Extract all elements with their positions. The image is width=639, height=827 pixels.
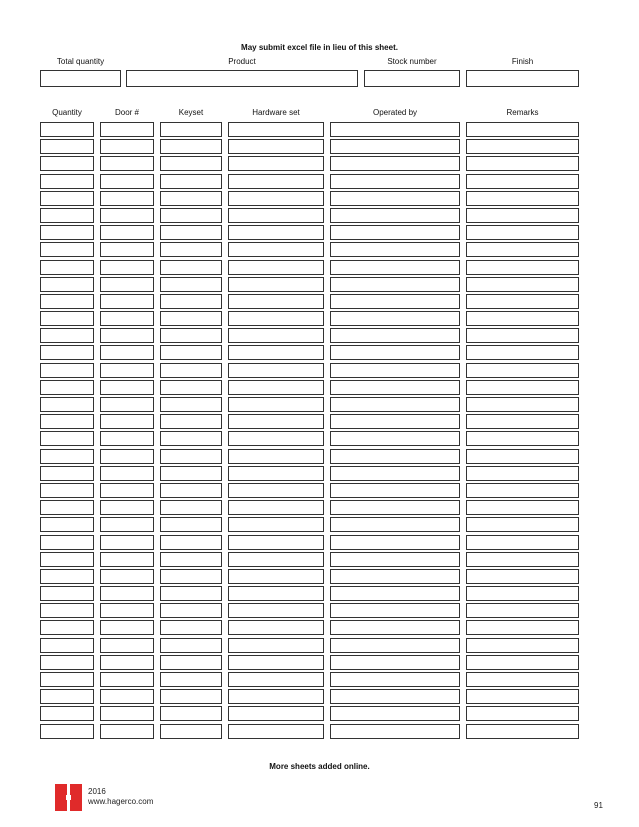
door-cell[interactable] — [100, 586, 154, 601]
product-label: Product — [228, 57, 256, 66]
door-cell[interactable] — [100, 260, 154, 275]
remarks-cell[interactable] — [466, 311, 579, 326]
keyset-cell[interactable] — [160, 122, 222, 137]
operated-by-cell[interactable] — [330, 139, 460, 154]
quantity-cell[interactable] — [40, 655, 94, 670]
door-cell[interactable] — [100, 517, 154, 532]
operated-by-cell[interactable] — [330, 603, 460, 618]
keyset-cell[interactable] — [160, 586, 222, 601]
remarks-cell[interactable] — [466, 724, 579, 739]
quantity-cell[interactable] — [40, 586, 94, 601]
hardware-set-cell[interactable] — [228, 122, 324, 137]
excel-note: May submit excel file in lieu of this sheet. — [241, 43, 398, 52]
keyset-cell[interactable] — [160, 724, 222, 739]
door-cell[interactable] — [100, 449, 154, 464]
quantity-cell[interactable] — [40, 706, 94, 721]
quantity-cell[interactable] — [40, 449, 94, 464]
hardware-set-cell[interactable] — [228, 431, 324, 446]
hardware-set-cell[interactable] — [228, 311, 324, 326]
quantity-cell[interactable] — [40, 294, 94, 309]
table-row — [0, 122, 639, 139]
quantity-cell[interactable] — [40, 311, 94, 326]
table-row — [0, 483, 639, 500]
operated-by-cell[interactable] — [330, 517, 460, 532]
keyset-cell[interactable] — [160, 311, 222, 326]
operated-by-cell[interactable] — [330, 277, 460, 292]
table-row — [0, 225, 639, 242]
table-row — [0, 397, 639, 414]
table-row — [0, 552, 639, 569]
hardware-set-cell[interactable] — [228, 380, 324, 395]
table-row — [0, 191, 639, 208]
door-cell[interactable] — [100, 380, 154, 395]
operated-by-cell[interactable] — [330, 569, 460, 584]
hager-logo-icon — [55, 784, 82, 811]
remarks-cell[interactable] — [466, 552, 579, 567]
operated-by-cell[interactable] — [330, 586, 460, 601]
keyset-cell[interactable] — [160, 208, 222, 223]
table-row — [0, 414, 639, 431]
hardware-set-cell[interactable] — [228, 638, 324, 653]
table-row — [0, 672, 639, 689]
total-quantity-label: Total quantity — [56, 57, 105, 66]
door-cell[interactable] — [100, 191, 154, 206]
table-row — [0, 724, 639, 741]
hardware-set-cell[interactable] — [228, 156, 324, 171]
keyset-cell[interactable] — [160, 689, 222, 704]
remarks-cell[interactable] — [466, 328, 579, 343]
quantity-cell[interactable] — [40, 638, 94, 653]
hardware-set-cell[interactable] — [228, 552, 324, 567]
table-row — [0, 706, 639, 723]
hardware-set-cell[interactable] — [228, 620, 324, 635]
quantity-cell[interactable] — [40, 122, 94, 137]
remarks-cell[interactable] — [466, 414, 579, 429]
remarks-cell[interactable] — [466, 535, 579, 550]
remarks-cell[interactable] — [466, 139, 579, 154]
remarks-cell[interactable] — [466, 242, 579, 257]
door-cell[interactable] — [100, 620, 154, 635]
hardware-set-cell[interactable] — [228, 363, 324, 378]
footer-info — [88, 787, 153, 807]
remarks-cell[interactable] — [466, 397, 579, 412]
operated-by-cell[interactable] — [330, 156, 460, 171]
remarks-cell[interactable] — [466, 277, 579, 292]
operated-by-cell[interactable] — [330, 483, 460, 498]
keyset-cell[interactable] — [160, 552, 222, 567]
keyset-cell[interactable] — [160, 500, 222, 515]
operated-by-cell[interactable] — [330, 500, 460, 515]
remarks-cell[interactable] — [466, 174, 579, 189]
quantity-cell[interactable] — [40, 345, 94, 360]
hardware-set-cell[interactable] — [228, 414, 324, 429]
operated-by-cell[interactable] — [330, 174, 460, 189]
remarks-cell[interactable] — [466, 689, 579, 704]
quantity-cell[interactable] — [40, 208, 94, 223]
quantity-cell[interactable] — [40, 380, 94, 395]
total-quantity-field[interactable] — [40, 70, 121, 87]
door-cell[interactable] — [100, 431, 154, 446]
quantity-cell[interactable] — [40, 552, 94, 567]
hardware-set-cell[interactable] — [228, 191, 324, 206]
remarks-cell[interactable] — [466, 655, 579, 670]
remarks-cell[interactable] — [466, 620, 579, 635]
remarks-cell[interactable] — [466, 294, 579, 309]
door-cell[interactable] — [100, 277, 154, 292]
summary-labels — [0, 57, 639, 69]
remarks-cell[interactable] — [466, 380, 579, 395]
door-cell[interactable] — [100, 672, 154, 687]
door-cell[interactable] — [100, 500, 154, 515]
table-row — [0, 345, 639, 362]
remarks-cell[interactable] — [466, 122, 579, 137]
operated-by-cell[interactable] — [330, 431, 460, 446]
summary-fields — [0, 70, 639, 87]
stock-number-field[interactable] — [364, 70, 460, 87]
table-row — [0, 466, 639, 483]
quantity-cell[interactable] — [40, 156, 94, 171]
hardware-set-cell[interactable] — [228, 139, 324, 154]
remarks-cell[interactable] — [466, 260, 579, 275]
table-row — [0, 431, 639, 448]
hardware-set-cell[interactable] — [228, 397, 324, 412]
quantity-cell[interactable] — [40, 139, 94, 154]
hardware-set-cell[interactable] — [228, 586, 324, 601]
remarks-cell[interactable] — [466, 517, 579, 532]
door-cell[interactable] — [100, 328, 154, 343]
keyset-cell[interactable] — [160, 139, 222, 154]
keyset-cell[interactable] — [160, 345, 222, 360]
remarks-cell[interactable] — [466, 345, 579, 360]
finish-field[interactable] — [466, 70, 579, 87]
table-row — [0, 535, 639, 552]
hardware-set-cell[interactable] — [228, 569, 324, 584]
hardware-set-cell[interactable] — [228, 260, 324, 275]
quantity-cell[interactable] — [40, 363, 94, 378]
table-row — [0, 569, 639, 586]
operated-by-cell[interactable] — [330, 122, 460, 137]
table-row — [0, 156, 639, 173]
operated-by-cell[interactable] — [330, 225, 460, 240]
hardware-set-cell[interactable] — [228, 242, 324, 257]
keyset-cell[interactable] — [160, 225, 222, 240]
door-cell[interactable] — [100, 208, 154, 223]
table-row — [0, 363, 639, 380]
operated-by-cell[interactable] — [330, 191, 460, 206]
door-cell[interactable] — [100, 706, 154, 721]
keyset-cell[interactable] — [160, 156, 222, 171]
product-field[interactable] — [126, 70, 358, 87]
operated-by-cell[interactable] — [330, 638, 460, 653]
door-cell[interactable] — [100, 638, 154, 653]
finish-label: Finish — [511, 57, 534, 66]
quantity-cell[interactable] — [40, 689, 94, 704]
keyset-cell[interactable] — [160, 380, 222, 395]
hardware-set-cell[interactable] — [228, 466, 324, 481]
hardware-set-cell[interactable] — [228, 672, 324, 687]
door-cell[interactable] — [100, 466, 154, 481]
keyset-cell[interactable] — [160, 638, 222, 653]
table-row — [0, 208, 639, 225]
keyset-cell[interactable] — [160, 414, 222, 429]
remarks-cell[interactable] — [466, 466, 579, 481]
table-row — [0, 603, 639, 620]
door-cell[interactable] — [100, 724, 154, 739]
hardware-set-cell[interactable] — [228, 483, 324, 498]
door-cell[interactable] — [100, 397, 154, 412]
quantity-cell[interactable] — [40, 260, 94, 275]
keyset-cell[interactable] — [160, 569, 222, 584]
hardware-set-cell[interactable] — [228, 500, 324, 515]
hardware-set-cell[interactable] — [228, 328, 324, 343]
keyset-cell[interactable] — [160, 483, 222, 498]
keyset-cell[interactable] — [160, 174, 222, 189]
hardware-set-cell[interactable] — [228, 689, 324, 704]
table-header — [0, 108, 639, 120]
remarks-cell[interactable] — [466, 500, 579, 515]
keyset-cell[interactable] — [160, 294, 222, 309]
table-row — [0, 277, 639, 294]
hardware-set-cell[interactable] — [228, 174, 324, 189]
hardware-set-cell[interactable] — [228, 345, 324, 360]
hardware-set-cell[interactable] — [228, 225, 324, 240]
keyset-cell[interactable] — [160, 655, 222, 670]
operated-by-cell[interactable] — [330, 242, 460, 257]
door-cell[interactable] — [100, 139, 154, 154]
remarks-cell[interactable] — [466, 363, 579, 378]
keyset-cell[interactable] — [160, 277, 222, 292]
keyset-cell[interactable] — [160, 431, 222, 446]
footer-website: www.hagerco.com — [88, 797, 154, 806]
remarks-cell[interactable] — [466, 706, 579, 721]
operated-by-cell[interactable] — [330, 672, 460, 687]
table-row — [0, 260, 639, 277]
door-cell[interactable] — [100, 294, 154, 309]
keyset-cell[interactable] — [160, 535, 222, 550]
door-cell[interactable] — [100, 569, 154, 584]
remarks-cell[interactable] — [466, 225, 579, 240]
quantity-cell[interactable] — [40, 242, 94, 257]
door-cell[interactable] — [100, 242, 154, 257]
keyset-cell[interactable] — [160, 706, 222, 721]
hardware-set-cell[interactable] — [228, 517, 324, 532]
table-row — [0, 449, 639, 466]
table-row — [0, 139, 639, 156]
hardware-set-cell[interactable] — [228, 655, 324, 670]
operated-by-cell[interactable] — [330, 724, 460, 739]
operated-by-cell[interactable] — [330, 397, 460, 412]
remarks-cell[interactable] — [466, 603, 579, 618]
operated-by-cell[interactable] — [330, 466, 460, 481]
keyset-cell[interactable] — [160, 363, 222, 378]
quantity-cell[interactable] — [40, 620, 94, 635]
quantity-cell[interactable] — [40, 225, 94, 240]
operated-by-cell[interactable] — [330, 535, 460, 550]
table-row — [0, 294, 639, 311]
table-row — [0, 328, 639, 345]
operated-by-cell[interactable] — [330, 706, 460, 721]
keyset-cell[interactable] — [160, 397, 222, 412]
table-row — [0, 242, 639, 259]
keyset-cell[interactable] — [160, 466, 222, 481]
hardware-set-cell[interactable] — [228, 208, 324, 223]
hardware-set-cell[interactable] — [228, 449, 324, 464]
door-cell[interactable] — [100, 603, 154, 618]
keyset-cell[interactable] — [160, 603, 222, 618]
stock-number-label: Stock number — [387, 57, 437, 66]
operated-by-cell[interactable] — [330, 363, 460, 378]
door-cell[interactable] — [100, 156, 154, 171]
remarks-cell[interactable] — [466, 672, 579, 687]
quantity-cell[interactable] — [40, 500, 94, 515]
column-header-door: Door # — [114, 108, 139, 117]
operated-by-cell[interactable] — [330, 294, 460, 309]
quantity-cell[interactable] — [40, 328, 94, 343]
table-row — [0, 638, 639, 655]
operated-by-cell[interactable] — [330, 620, 460, 635]
quantity-cell[interactable] — [40, 397, 94, 412]
operated-by-cell[interactable] — [330, 414, 460, 429]
operated-by-cell[interactable] — [330, 208, 460, 223]
hardware-set-cell[interactable] — [228, 277, 324, 292]
door-cell[interactable] — [100, 414, 154, 429]
entry-table — [0, 122, 639, 741]
table-row — [0, 380, 639, 397]
column-header-operated-by: Operated by — [372, 108, 418, 117]
quantity-cell[interactable] — [40, 191, 94, 206]
operated-by-cell[interactable] — [330, 552, 460, 567]
table-row — [0, 620, 639, 637]
operated-by-cell[interactable] — [330, 328, 460, 343]
hardware-set-cell[interactable] — [228, 724, 324, 739]
operated-by-cell[interactable] — [330, 449, 460, 464]
hardware-set-cell[interactable] — [228, 706, 324, 721]
keyset-cell[interactable] — [160, 672, 222, 687]
quantity-cell[interactable] — [40, 277, 94, 292]
operated-by-cell[interactable] — [330, 655, 460, 670]
table-row — [0, 586, 639, 603]
operated-by-cell[interactable] — [330, 260, 460, 275]
door-cell[interactable] — [100, 174, 154, 189]
page-number: 91 — [594, 801, 603, 810]
remarks-cell[interactable] — [466, 586, 579, 601]
remarks-cell[interactable] — [466, 569, 579, 584]
table-row — [0, 311, 639, 328]
door-cell[interactable] — [100, 689, 154, 704]
quantity-cell[interactable] — [40, 517, 94, 532]
remarks-cell[interactable] — [466, 431, 579, 446]
keyset-cell[interactable] — [160, 620, 222, 635]
quantity-cell[interactable] — [40, 174, 94, 189]
footer-year: 2016 — [88, 787, 106, 796]
operated-by-cell[interactable] — [330, 380, 460, 395]
door-cell[interactable] — [100, 122, 154, 137]
quantity-cell[interactable] — [40, 569, 94, 584]
quantity-cell[interactable] — [40, 466, 94, 481]
door-cell[interactable] — [100, 535, 154, 550]
quantity-cell[interactable] — [40, 483, 94, 498]
keyset-cell[interactable] — [160, 191, 222, 206]
remarks-cell[interactable] — [466, 449, 579, 464]
operated-by-cell[interactable] — [330, 345, 460, 360]
door-cell[interactable] — [100, 345, 154, 360]
door-cell[interactable] — [100, 655, 154, 670]
door-cell[interactable] — [100, 483, 154, 498]
table-row — [0, 689, 639, 706]
table-row — [0, 655, 639, 672]
remarks-cell[interactable] — [466, 156, 579, 171]
quantity-cell[interactable] — [40, 672, 94, 687]
remarks-cell[interactable] — [466, 638, 579, 653]
quantity-cell[interactable] — [40, 431, 94, 446]
door-cell[interactable] — [100, 363, 154, 378]
quantity-cell[interactable] — [40, 414, 94, 429]
hardware-set-cell[interactable] — [228, 294, 324, 309]
hardware-set-cell[interactable] — [228, 603, 324, 618]
quantity-cell[interactable] — [40, 724, 94, 739]
keyset-cell[interactable] — [160, 242, 222, 257]
column-header-keyset: Keyset — [178, 108, 204, 117]
more-sheets-note: More sheets added online. — [269, 762, 370, 771]
quantity-cell[interactable] — [40, 603, 94, 618]
table-row — [0, 500, 639, 517]
remarks-cell[interactable] — [466, 483, 579, 498]
operated-by-cell[interactable] — [330, 311, 460, 326]
door-cell[interactable] — [100, 552, 154, 567]
keyset-cell[interactable] — [160, 449, 222, 464]
table-row — [0, 174, 639, 191]
remarks-cell[interactable] — [466, 208, 579, 223]
keyset-cell[interactable] — [160, 260, 222, 275]
hardware-set-cell[interactable] — [228, 535, 324, 550]
door-cell[interactable] — [100, 225, 154, 240]
operated-by-cell[interactable] — [330, 689, 460, 704]
column-header-hardware-set: Hardware set — [252, 108, 300, 117]
keyset-cell[interactable] — [160, 328, 222, 343]
column-header-remarks: Remarks — [506, 108, 539, 117]
column-header-quantity: Quantity — [52, 108, 82, 117]
door-cell[interactable] — [100, 311, 154, 326]
remarks-cell[interactable] — [466, 191, 579, 206]
quantity-cell[interactable] — [40, 535, 94, 550]
keyset-cell[interactable] — [160, 517, 222, 532]
table-row — [0, 517, 639, 534]
